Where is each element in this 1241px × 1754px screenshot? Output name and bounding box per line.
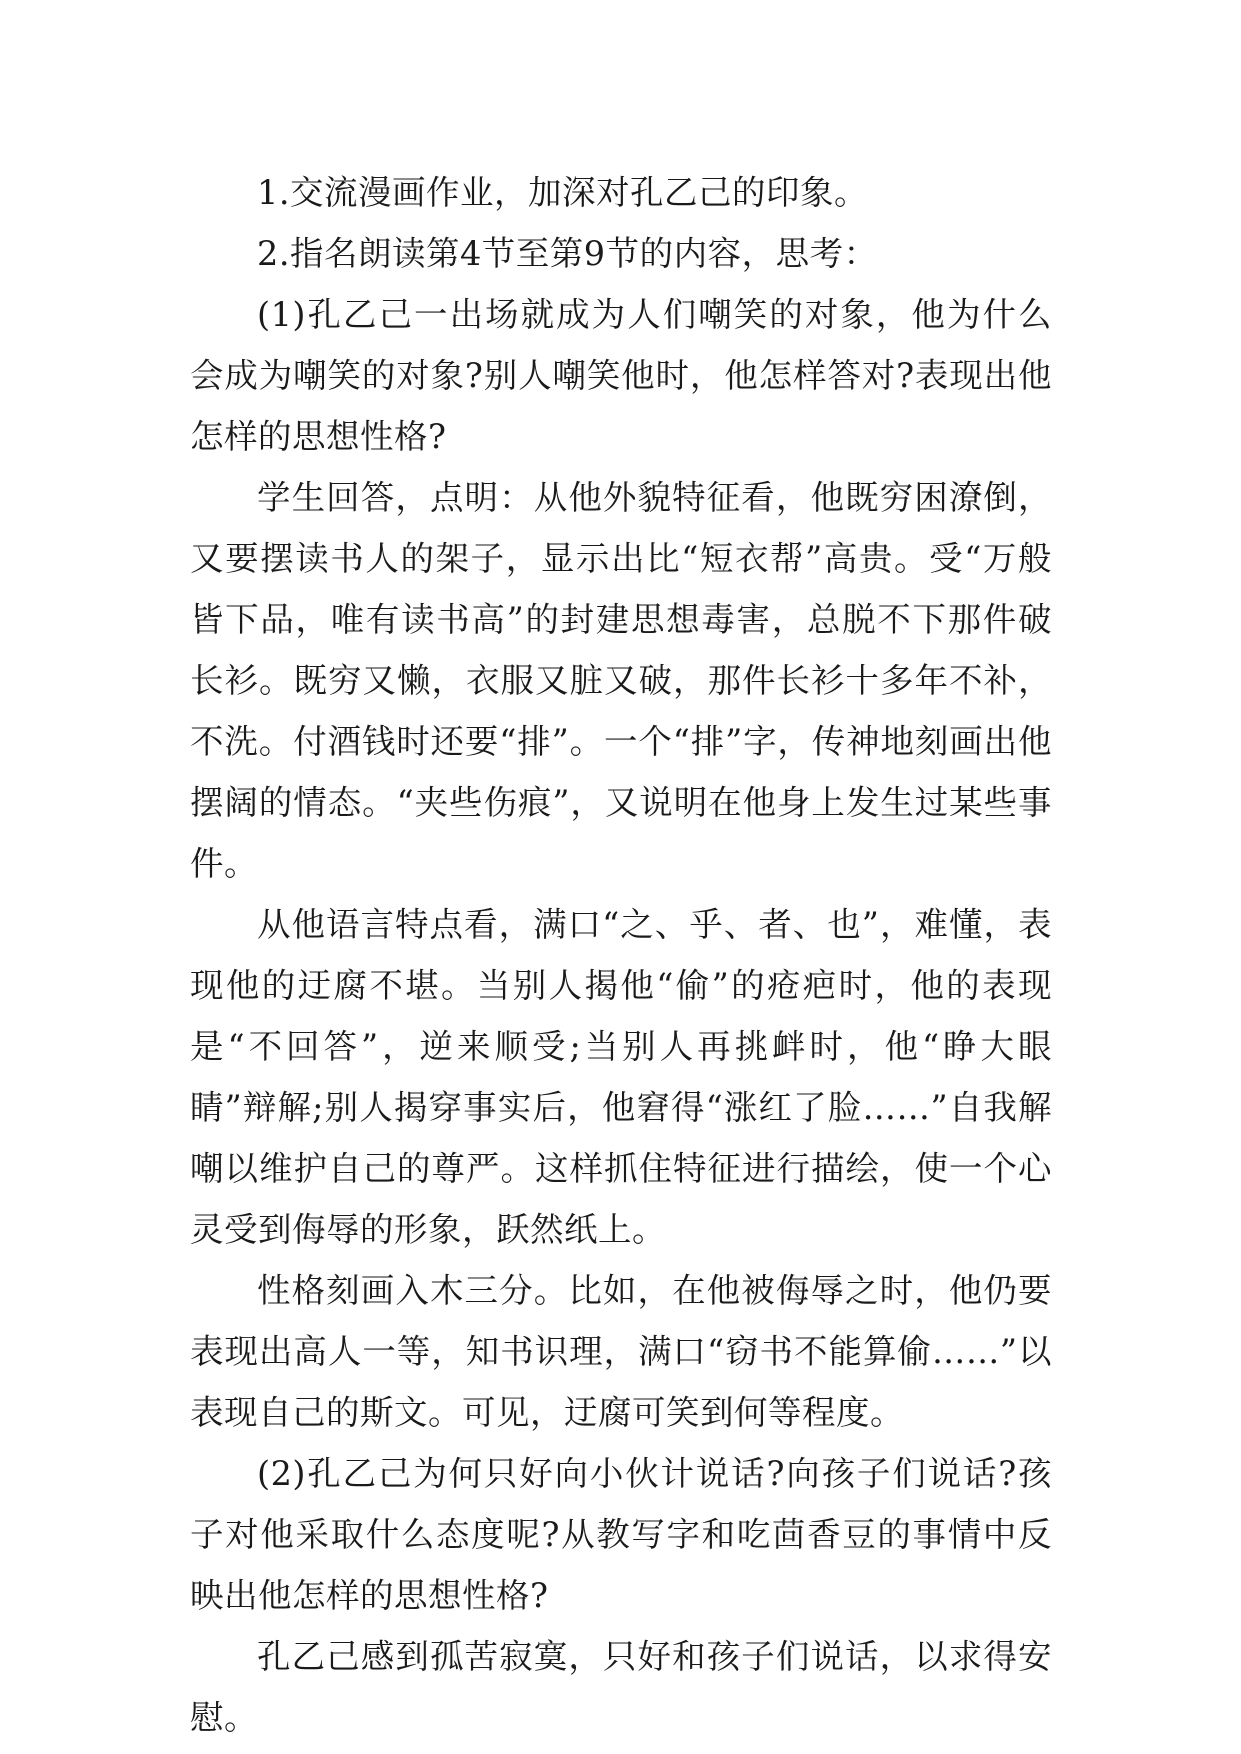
paragraph-step-2: 2.指名朗读第4节至第9节的内容，思考： <box>257 234 878 273</box>
paragraph-answer-loneliness: 孔乙己感到孤苦寂寞，只好和孩子们说话，以求得安慰。 <box>190 1637 1052 1737</box>
paragraph-answer-character: 性格刻画入木三分。比如，在他被侮辱之时，他仍要表现出高人一等，知书识理，满口“窃书不能算偷……”以表现自己的斯文。可见，迂腐可笑到何等程度。 <box>190 1271 1052 1432</box>
paragraph-question-2: (2)孔乙己为何只好向小伙计说话?向孩子们说话?孩子对他采取什么态度呢?从教写字和吃茴香豆的事情中反映出他怎样的思想性格? <box>190 1454 1052 1615</box>
paragraph-answer-language: 从他语言特点看，满口“之、乎、者、也”，难懂，表现他的迂腐不堪。当别人揭他“偷”的疮疤时，他的表现是“不回答”，逆来顺受;当别人再挑衅时，他“睁大眼睛”辩解;别人揭穿事实后，他窘得“涨红了脸……”自我解嘲以维护自己的尊严。这样抓住特征进行描绘，使一个心灵受到侮辱的形象，跃然纸上。 <box>190 905 1052 1249</box>
paragraph-answer-appearance: 学生回答，点明：从他外貌特征看，他既穷困潦倒，又要摆读书人的架子，显示出比“短衣帮”高贵。受“万般皆下品，唯有读书高”的封建思想毒害，总脱不下那件破长衫。既穷又懒，衣服又脏又破，那件长衫十多年不补，不洗。付酒钱时还要“排”。一个“排”字，传神地刻画出他摆阔的情态。“夹些伤痕”，又说明在他身上发生过某些事件。 <box>190 478 1052 883</box>
document-body <box>190 162 1052 1748</box>
paragraph-step-1: 1.交流漫画作业，加深对孔乙己的印象。 <box>257 173 868 212</box>
paragraph-question-1: (1)孔乙己一出场就成为人们嘲笑的对象，他为什么会成为嘲笑的对象?别人嘲笑他时，他怎样答对?表现出他怎样的思想性格? <box>190 295 1052 456</box>
